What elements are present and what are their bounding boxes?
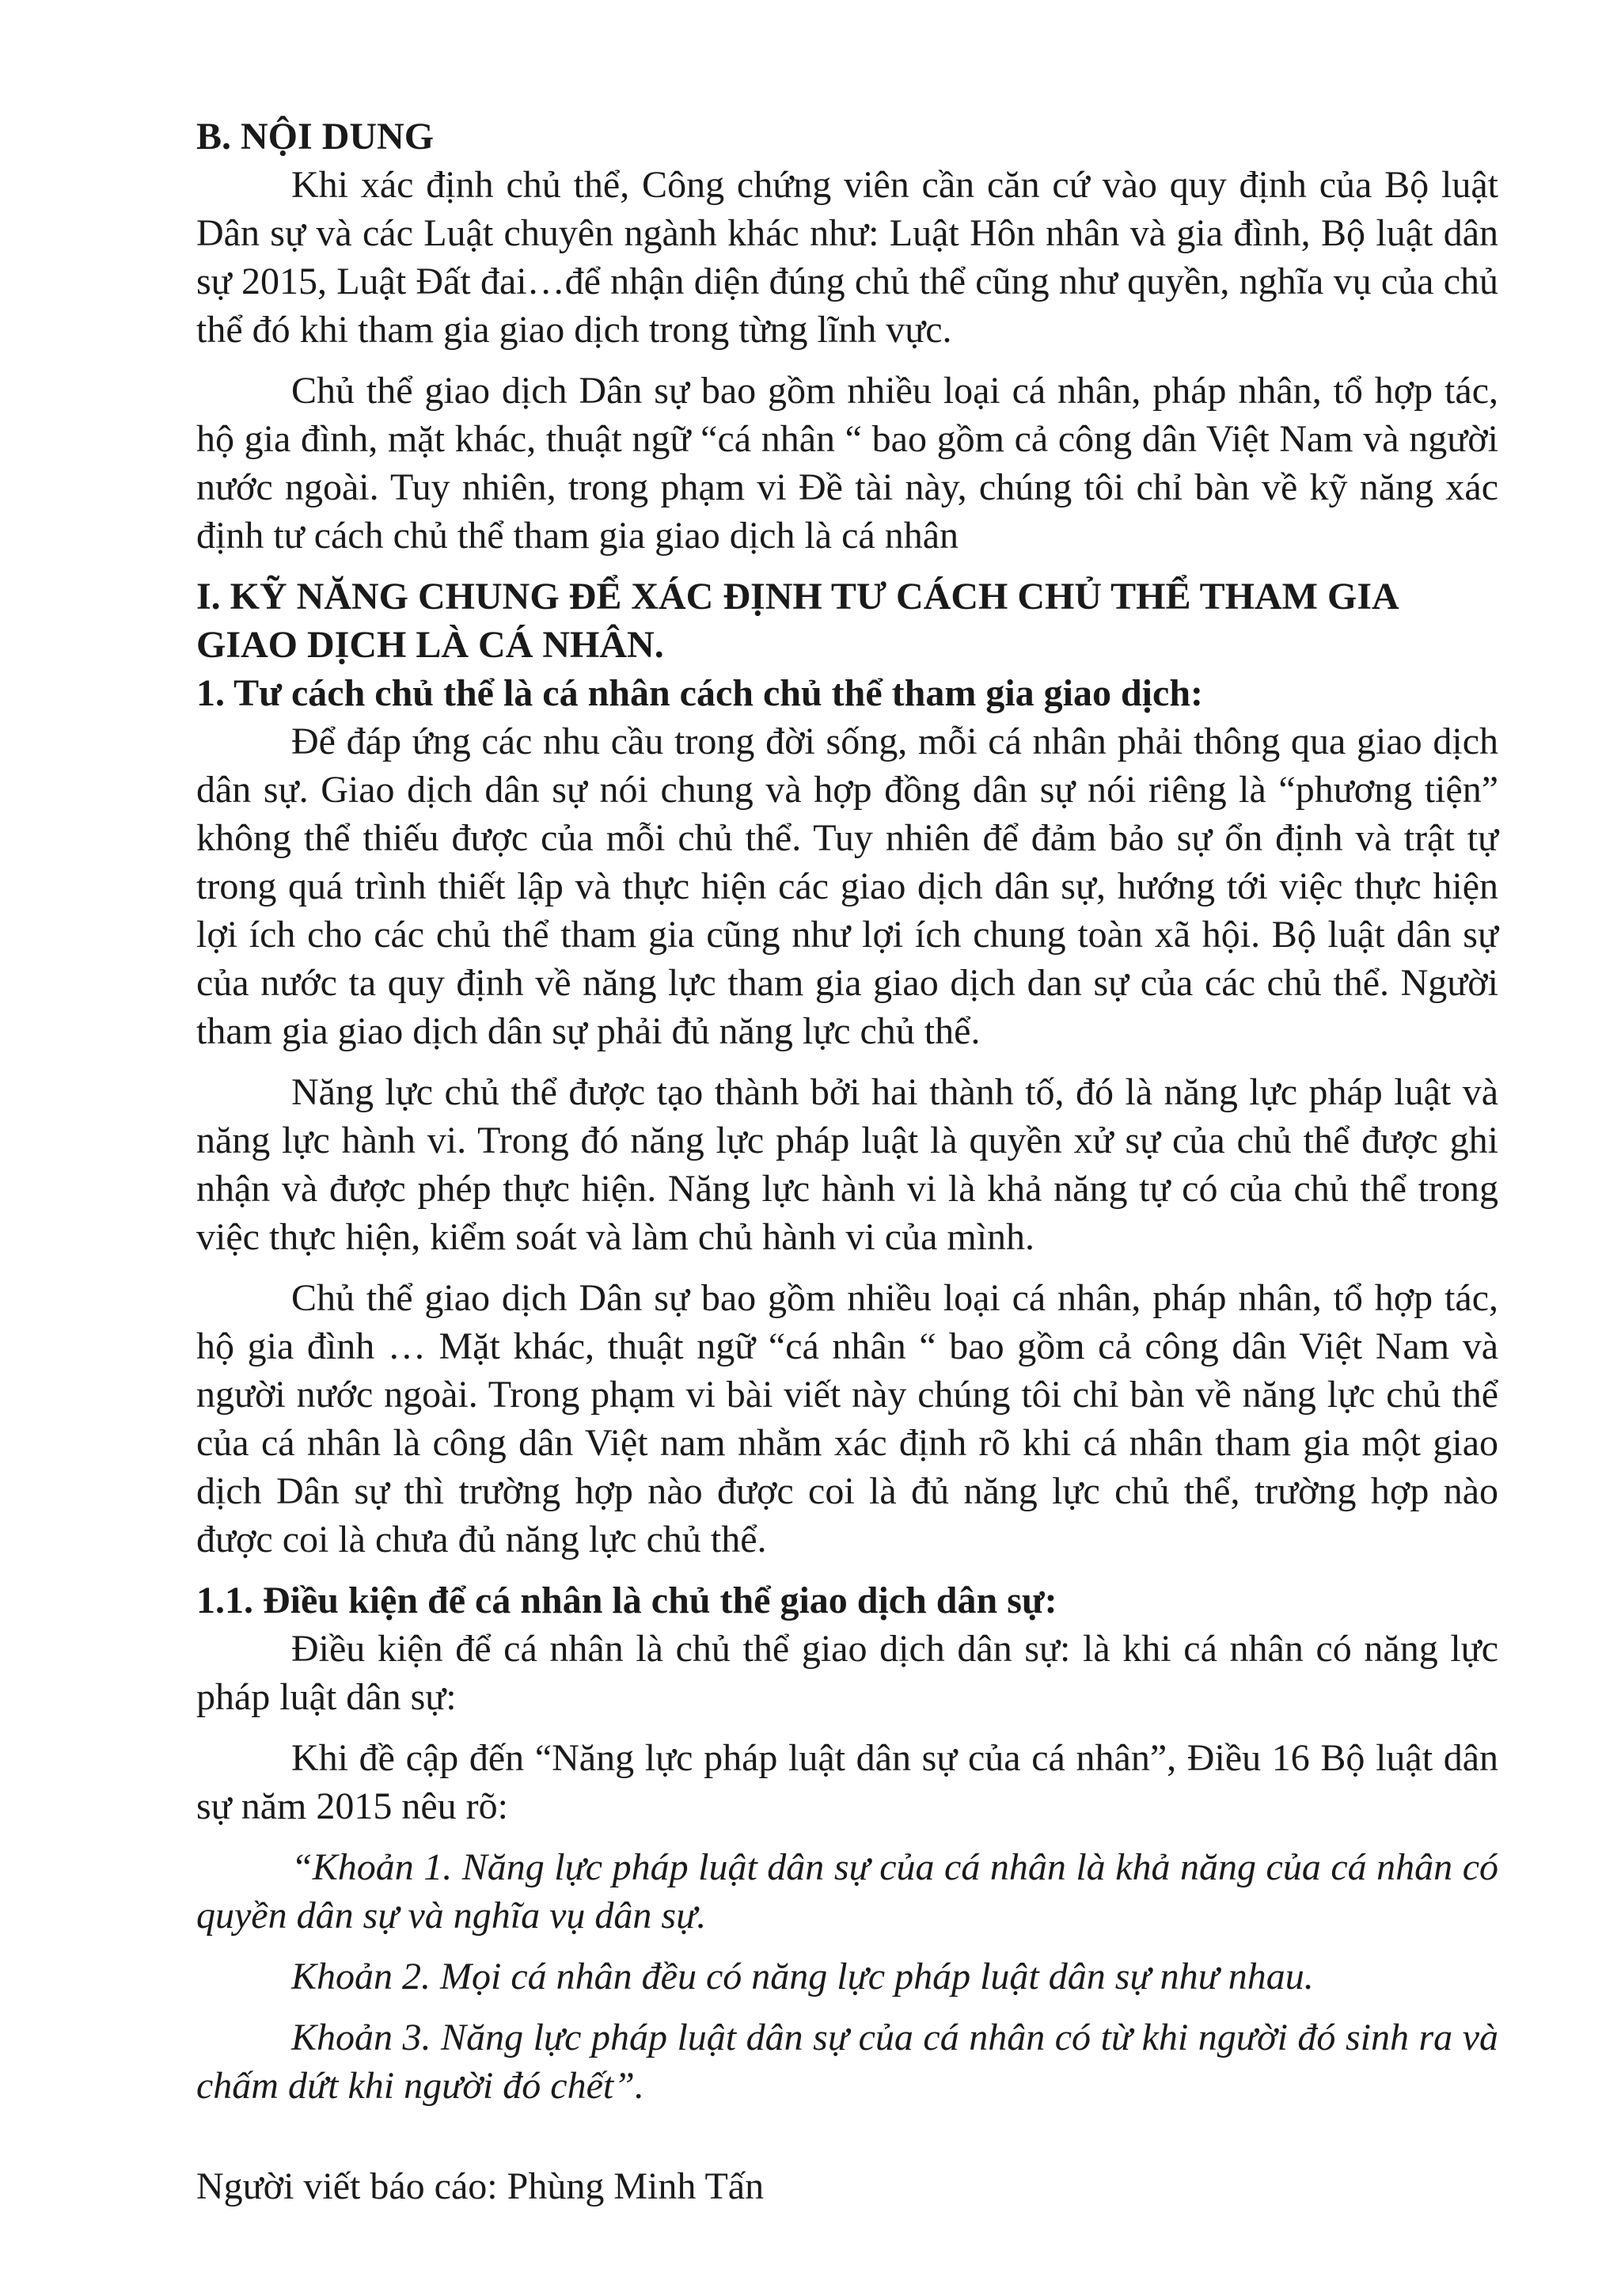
intro-paragraph-2: Chủ thể giao dịch Dân sự bao gồm nhiều loại cá nhân, pháp nhân, tổ hợp tác, hộ gia đình, mặt khác, thuật ngữ “cá nhân “ bao gồm cả công dân Việt Nam và người nước ngoài. Tuy nhiên, trong phạm vi Đề tài này, chúng tôi chỉ bàn về kỹ năng xác định tư cách chủ thể tham gia giao dịch là cá nhân <box>196 370 1498 557</box>
intro-paragraph-1: Khi xác định chủ thể, Công chứng viên cần căn cứ vào quy định của Bộ luật Dân sự và các Luật chuyên ngành khác như: Luật Hôn nhân và gia đình, Bộ luật dân sự 2015, Luật Đất đai…để nhận diện đúng chủ thể cũng như quyền, nghĩa vụ của chủ thể đó khi tham gia giao dịch trong từng lĩnh vực. <box>196 164 1498 351</box>
subsection-1-paragraph-3: Chủ thể giao dịch Dân sự bao gồm nhiều loại cá nhân, pháp nhân, tổ hợp tác, hộ gia đình … Mặt khác, thuật ngữ “cá nhân “ bao gồm cả công dân Việt Nam và người nước ngoài. Trong phạm vi bài viết này chúng tôi chỉ bàn về năng lực chủ thể của cá nhân là công dân Việt nam nhằm xác định rõ khi cá nhân tham gia một giao dịch Dân sự thì trường hợp nào được coi là đủ năng lực chủ thể, trường hợp nào được coi là chưa đủ năng lực chủ thể. <box>196 1277 1498 1560</box>
quote-clause-1: “Khoản 1. Năng lực pháp luật dân sự của cá nhân là khả năng của cá nhân có quyền dân sự và nghĩa vụ dân sự. <box>196 1846 1498 1937</box>
author-line: Người viết báo cáo: Phùng Minh Tấn <box>196 2165 765 2207</box>
section-b-title: B. NỘI DUNG <box>196 116 435 158</box>
subsection-1-title: 1. Tư cách chủ thể là cá nhân cách chủ thể tham gia giao dịch: <box>196 672 1203 714</box>
subsection-1-1-paragraph-1: Điều kiện để cá nhân là chủ thể giao dịch dân sự: là khi cá nhân có năng lực pháp luật dân sự: <box>196 1628 1498 1718</box>
subsection-1-1-paragraph-2: Khi đề cập đến “Năng lực pháp luật dân sự của cá nhân”, Điều 16 Bộ luật dân sự năm 2015 nêu rõ: <box>196 1737 1498 1827</box>
section-1-title: I. KỸ NĂNG CHUNG ĐỂ XÁC ĐỊNH TƯ CÁCH CHỦ THỂ THAM GIA GIAO DỊCH LÀ CÁ NHÂN. <box>196 576 1398 666</box>
subsection-1-paragraph-1: Để đáp ứng các nhu cầu trong đời sống, mỗi cá nhân phải thông qua giao dịch dân sự. Giao dịch dân sự nói chung và hợp đồng dân sự nói riêng là “phương tiện” không thể thiếu được của mỗi chủ thể. Tuy nhiên để đảm bảo sự ổn định và trật tự trong quá trình thiết lập và thực hiện các giao dịch dân sự, hướng tới việc thực hiện lợi ích cho các chủ thể tham gia cũng như lợi ích chung toàn xã hội. Bộ luật dân sự của nước ta quy định về năng lực tham gia giao dịch dan sự của các chủ thể. Người tham gia giao dịch dân sự phải đủ năng lực chủ thể. <box>196 720 1498 1052</box>
subsection-1-1-title: 1.1. Điều kiện để cá nhân là chủ thể giao dịch dân sự: <box>196 1579 1057 1621</box>
quote-clause-3: Khoản 3. Năng lực pháp luật dân sự của cá nhân có từ khi người đó sinh ra và chấm dứt khi người đó chết”. <box>196 2017 1498 2107</box>
quote-clause-2: Khoản 2. Mọi cá nhân đều có năng lực pháp luật dân sự như nhau. <box>291 1956 1314 1998</box>
subsection-1-paragraph-2: Năng lực chủ thể được tạo thành bởi hai thành tố, đó là năng lực pháp luật và năng lực hành vi. Trong đó năng lực pháp luật là quyền xử sự của chủ thể được ghi nhận và được phép thực hiện. Năng lực hành vi là khả năng tự có của chủ thể trong việc thực hiện, kiểm soát và làm chủ hành vi của mình. <box>196 1071 1498 1258</box>
